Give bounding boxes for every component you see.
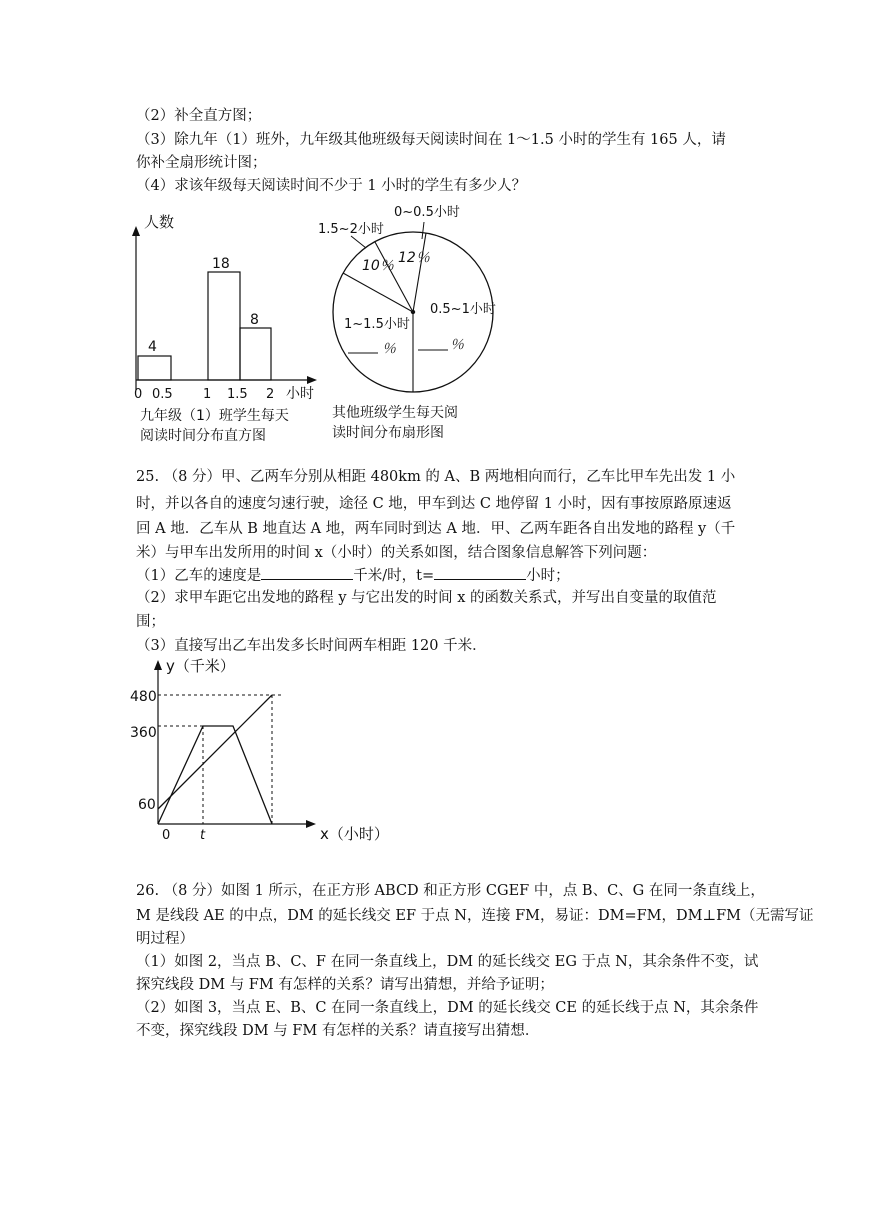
histogram-ylabel: 人数 [144, 213, 175, 231]
histogram-caption-2: 阅读时间分布直方图 [140, 428, 266, 444]
histogram-bar-label-4: 4 [148, 339, 157, 355]
q26-stem-line2: M 是线段 AE 的中点，DM 的延长线交 EF 于点 N，连接 FM，易证：DM=FM，DM⊥FM（无需写证 [136, 908, 814, 924]
pie-percent-12: 12％ [398, 250, 430, 266]
q25-q1-part-c: 小时； [526, 568, 570, 584]
pie-radius-0 [413, 233, 426, 312]
histogram-xtick-1.5: 1.5 [227, 387, 248, 402]
histogram-xtick-0.5: 0.5 [152, 387, 173, 402]
pie-leader-0 [422, 222, 424, 239]
graph-line-car-yi [158, 695, 272, 809]
pie-label-0.5-1: 0.5~1小时 [430, 302, 496, 317]
q25-question2-line1: （2）求甲车距它出发地的路程 y 与它出发的时间 x 的函数关系式，并写出自变量的取值范 [136, 590, 717, 606]
q25-q1-part-b: 千米/时，t= [353, 568, 435, 584]
histogram-xlabel: 小时 [286, 386, 314, 402]
q25-question1 [136, 565, 570, 586]
q25-speed-blank[interactable] [261, 565, 353, 580]
graph-xlabel: x（小时） [320, 825, 389, 843]
q25-stem-line3: 回 A 地．乙车从 B 地直达 A 地，两车同时到达 A 地．甲、乙两车距各自出发地的路程 y（千 [136, 521, 736, 537]
graph-line-car-jia [158, 726, 272, 824]
pie-figure [318, 200, 506, 445]
graph-ytick-360: 360 [130, 725, 157, 741]
pie-percent-10: 10％ [362, 258, 394, 274]
q26-stem-line3: 明过程） [136, 931, 194, 947]
q24-item3-line2: 你补全扇形统计图； [136, 155, 267, 171]
histogram-bar-1.5-2 [240, 328, 271, 380]
histogram-bar-1-1.5 [208, 272, 240, 380]
graph-ytick-480: 480 [130, 689, 157, 705]
graph-y-arrow [154, 660, 162, 670]
histogram-bar-label-18: 18 [212, 256, 230, 272]
q24-item4: （4）求该年级每天阅读时间不少于 1 小时的学生有多少人？ [136, 178, 527, 194]
graph-xtick-0: 0 [162, 828, 171, 843]
graph-ylabel: y（千米） [166, 657, 235, 675]
q26-question2-line2: 不变，探究线段 DM 与 FM 有怎样的关系？请直接写出猜想． [136, 1023, 540, 1039]
q26-question2-line1: （2）如图 3，当点 E、B、C 在同一条直线上，DM 的延长线交 CE 的延长线于点 N，其余条件 [136, 1000, 759, 1016]
pie-caption-2: 读时间分布扇形图 [332, 425, 444, 441]
q25-stem-line4: 米）与甲车出发所用的时间 x（小时）的关系如图，结合图象信息解答下列问题： [136, 545, 657, 561]
q25-stem-line2: 时，并以各自的速度匀速行驶，途径 C 地，甲车到达 C 地停留 1 小时，因有事按原路原速返 [136, 496, 732, 512]
histogram-x-arrow [307, 376, 317, 384]
q25-q1-part-a: （1）乙车的速度是 [136, 568, 262, 584]
pie-percent-blank-2: ％ [450, 337, 464, 353]
pie-label-1.5-2: 1.5~2小时 [318, 222, 384, 237]
graph-xtick-t: t [200, 828, 206, 843]
q26-stem-line1: 26. （8 分）如图 1 所示，在正方形 ABCD 和正方形 CGEF 中，点 B、C、G 在同一条直线上， [136, 883, 765, 899]
histogram-xtick-1: 1 [203, 387, 212, 402]
pie-label-1-1.5: 1~1.5小时 [344, 317, 410, 332]
histogram-bar-label-8: 8 [250, 312, 259, 328]
q25-stem-line1: 25. （8 分）甲、乙两车分别从相距 480km 的 A、B 两地相向而行，乙车比甲车先出发 1 小 [136, 469, 736, 485]
distance-time-graph [126, 654, 396, 854]
q26-question1-line1: （1）如图 2，当点 B、C、F 在同一条直线上，DM 的延长线交 EG 于点 N，其余条件不变，试 [136, 954, 759, 970]
pie-label-0-0.5: 0~0.5小时 [394, 205, 460, 220]
graph-x-arrow [306, 820, 316, 828]
q25-t-blank[interactable] [434, 565, 526, 580]
q25-question3: （3）直接写出乙车出发多长时间两车相距 120 千米． [136, 638, 487, 654]
pie-caption-1: 其他班级学生每天阅 [332, 405, 458, 421]
pie-leader-1 [351, 236, 366, 248]
pie-center [411, 310, 415, 314]
histogram-xtick-0: 0 [134, 387, 143, 402]
histogram-bar-0-0.5 [138, 356, 171, 380]
histogram-caption-1: 九年级（1）班学生每天 [140, 408, 289, 424]
q26-question1-line2: 探究线段 DM 与 FM 有怎样的关系？请写出猜想，并给予证明； [136, 977, 554, 993]
q24-item2: （2）补全直方图； [136, 108, 262, 124]
graph-ytick-60: 60 [138, 797, 156, 813]
q25-question2-line2: 围； [136, 614, 165, 630]
histogram-y-arrow [132, 226, 140, 236]
histogram-xtick-2: 2 [266, 387, 275, 402]
histogram-figure [126, 200, 326, 445]
q24-item3-line1: （3）除九年（1）班外，九年级其他班级每天阅读时间在 1～1.5 小时的学生有 165 人，请 [136, 132, 726, 148]
pie-percent-blank-1: ％ [382, 341, 396, 357]
